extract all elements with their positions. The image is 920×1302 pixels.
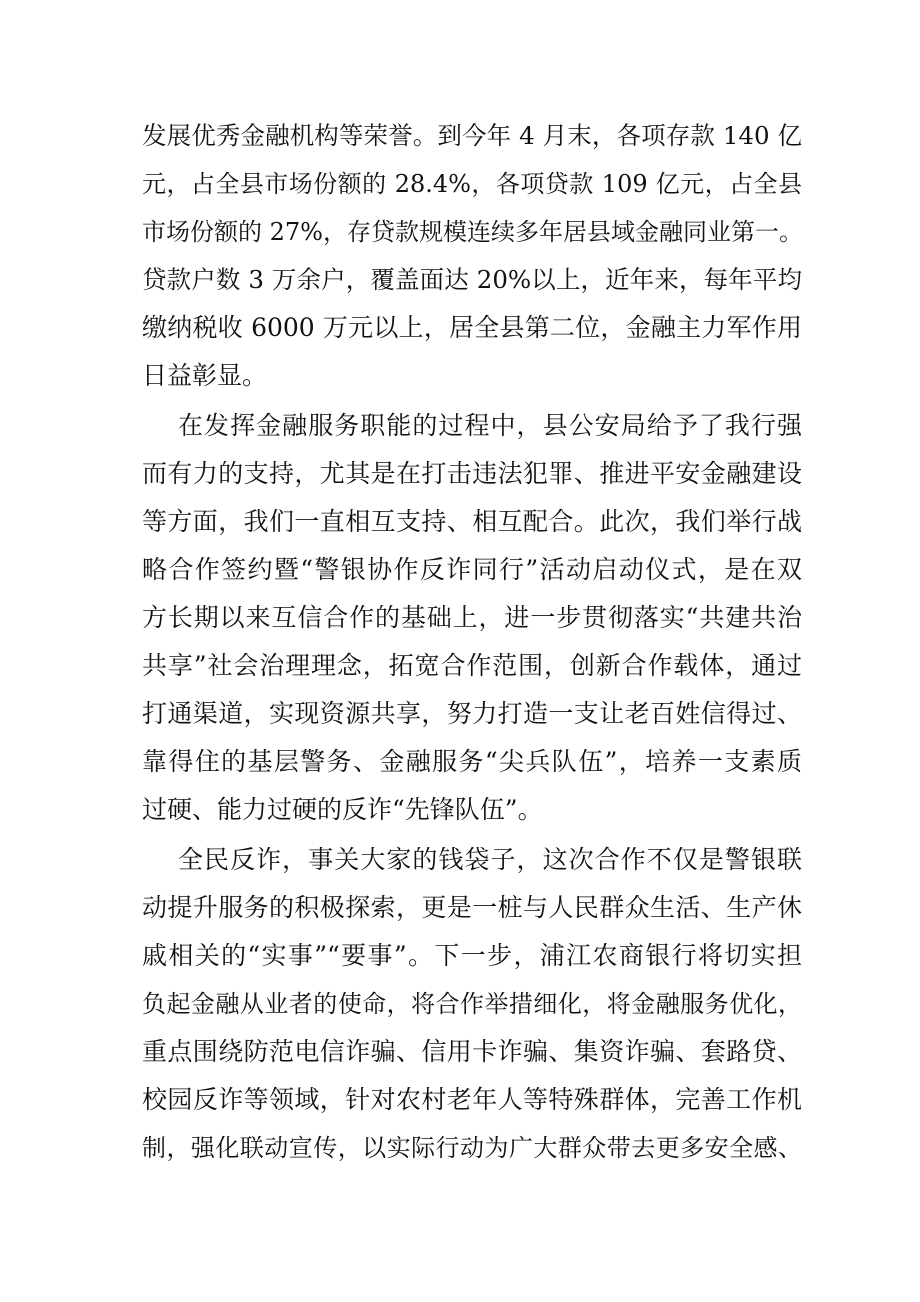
paragraph-1-line-4: 贷款户数 3 万余户，覆盖面达 20%以上，近年来，每年平均	[142, 265, 802, 294]
paragraph-2-line-2: 而有力的支持，尤其是在打击违法犯罪、推进平安金融建设	[142, 459, 802, 488]
paragraph-3-line-6: 校园反诈等领域，针对农村老年人等特殊群体，完善工作机	[142, 1085, 802, 1114]
paragraph-3-line-4: 负起金融从业者的使命，将合作举措细化，将金融服务优化，	[142, 990, 802, 1018]
paragraph-2-line-7: 打通渠道，实现资源共享，努力打造一支让老百姓信得过、	[142, 699, 802, 728]
paragraph-2-line-9: 过硬、能力过硬的反诈“先锋队伍”。	[142, 795, 543, 824]
paragraph-2-line-5: 方长期以来互信合作的基础上，进一步贯彻落实“共建共治	[142, 603, 802, 632]
paragraph-1-line-2: 元，占全县市场份额的 28.4%，各项贷款 109 亿元，占全县	[142, 170, 802, 198]
paragraph-3-line-5: 重点围绕防范电信诈骗、信用卡诈骗、集资诈骗、套路贷、	[142, 1037, 802, 1066]
paragraph-3-line-2: 动提升服务的积极探索，更是一桩与人民群众生活、生产休	[142, 893, 802, 922]
paragraph-3-line-1: 全民反诈，事关大家的钱袋子，这次合作不仅是警银联	[178, 845, 802, 874]
paragraph-2-line-1: 在发挥金融服务职能的过程中，县公安局给予了我行强	[178, 411, 802, 440]
paragraph-3-line-3: 戚相关的“实事”“要事”。下一步，浦江农商银行将切实担	[142, 941, 802, 970]
paragraph-2-line-6: 共享”社会治理理念，拓宽合作范围，创新合作载体，通过	[142, 651, 802, 680]
paragraph-1-line-3: 市场份额的 27%，存贷款规模连续多年居县域金融同业第一。	[142, 218, 803, 246]
paragraph-1-line-6: 日益彰显。	[142, 361, 268, 390]
paragraph-2-line-3: 等方面，我们一直相互支持、相互配合。此次，我们举行战	[142, 507, 802, 536]
paragraph-2-line-4: 略合作签约暨“警银协作反诈同行”活动启动仪式，是在双	[142, 555, 802, 584]
paragraph-1-line-1: 发展优秀金融机构等荣誉。到今年 4 月末，各项存款 140 亿	[142, 121, 802, 150]
paragraph-1-line-5: 缴纳税收 6000 万元以上，居全县第二位，金融主力军作用	[142, 313, 802, 342]
paragraph-3-line-7: 制，强化联动宣传，以实际行动为广大群众带去更多安全感、	[142, 1134, 802, 1162]
paragraph-2-line-8: 靠得住的基层警务、金融服务“尖兵队伍”，培养一支素质	[142, 747, 802, 776]
